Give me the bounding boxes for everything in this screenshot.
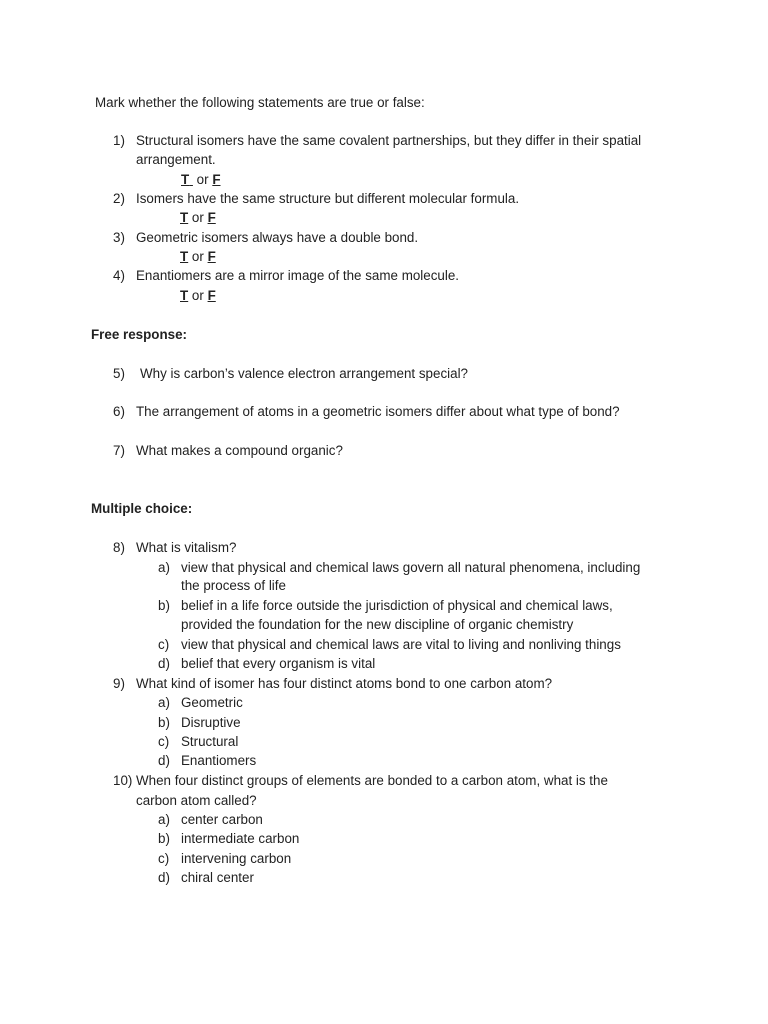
question-3-text: Geometric isomers always have a double bond. [136,230,419,245]
question-5-number: 5) [113,366,125,381]
true-option[interactable]: T [180,210,189,225]
question-2-text: Isomers have the same structure but different molecular formula. [136,191,520,206]
option-text[interactable]: Structural [181,734,239,749]
question-10-number: 10) [113,773,133,788]
option-text[interactable]: view that physical and chemical laws are vital to living and nonliving things [181,637,621,652]
option-letter: a) [158,812,170,827]
false-option[interactable]: F [207,288,216,303]
question-6-text: The arrangement of atoms in a geometric isomers differ about what type of bond? [136,404,620,419]
multiple-choice-heading: Multiple choice: [91,501,193,516]
question-7-text: What makes a compound organic? [136,443,343,458]
question-8-text: What is vitalism? [136,540,237,555]
option-text-cont[interactable]: provided the foundation for the new discipline of organic chemistry [181,617,574,632]
option-letter: b) [158,715,170,730]
option-letter: d) [158,870,170,885]
option-letter: c) [158,734,170,749]
option-text[interactable]: belief in a life force outside the jurisdiction of physical and chemical laws, [181,598,613,613]
or-label: or [191,249,204,264]
question-2-answer [180,209,216,227]
false-option[interactable]: F [207,249,216,264]
question-10-text: When four distinct groups of elements are bonded to a carbon atom, what is the [136,773,608,788]
option-text[interactable]: center carbon [181,812,263,827]
instructions: Mark whether the following statements are true or false: [95,95,425,110]
question-3-number: 3) [113,230,125,245]
question-7-number: 7) [113,443,125,458]
question-4-number: 4) [113,268,125,283]
question-4-answer [180,287,216,305]
option-letter: a) [158,560,170,575]
question-1-number: 1) [113,133,125,148]
question-8-number: 8) [113,540,125,555]
false-option[interactable]: F [207,210,216,225]
option-letter: a) [158,695,170,710]
question-10-text-cont: carbon atom called? [136,793,257,808]
option-letter: d) [158,753,170,768]
true-option[interactable]: T [180,288,189,303]
or-label: or [191,288,204,303]
option-text[interactable]: intervening carbon [181,851,292,866]
question-1-answer [181,171,221,189]
option-letter: d) [158,656,170,671]
option-letter: c) [158,851,170,866]
option-text[interactable]: chiral center [181,870,254,885]
question-9-number: 9) [113,676,125,691]
question-5-text: Why is carbon’s valence electron arrangement special? [140,366,468,381]
option-text-cont[interactable]: the process of life [181,578,286,593]
option-letter: b) [158,598,170,613]
option-letter: c) [158,637,170,652]
question-6-number: 6) [113,404,125,419]
question-3-answer [180,248,216,266]
or-label: or [191,210,204,225]
question-9-text: What kind of isomer has four distinct atoms bond to one carbon atom? [136,676,553,691]
option-text[interactable]: belief that every organism is vital [181,656,376,671]
true-option[interactable]: T [181,172,190,187]
question-2-number: 2) [113,191,125,206]
or-label: or [196,172,209,187]
option-text[interactable]: Geometric [181,695,243,710]
false-option[interactable]: F [212,172,221,187]
option-letter: b) [158,831,170,846]
option-text[interactable]: view that physical and chemical laws govern all natural phenomena, including [181,560,641,575]
option-text[interactable]: Enantiomers [181,753,257,768]
option-text[interactable]: intermediate carbon [181,831,300,846]
option-text[interactable]: Disruptive [181,715,241,730]
question-1-text: Structural isomers have the same covalent partnerships, but they differ in their spatial [136,133,642,148]
question-4-text: Enantiomers are a mirror image of the same molecule. [136,268,459,283]
question-1-text-cont: arrangement. [136,152,216,167]
free-response-heading: Free response: [91,327,188,342]
true-option[interactable]: T [180,249,189,264]
